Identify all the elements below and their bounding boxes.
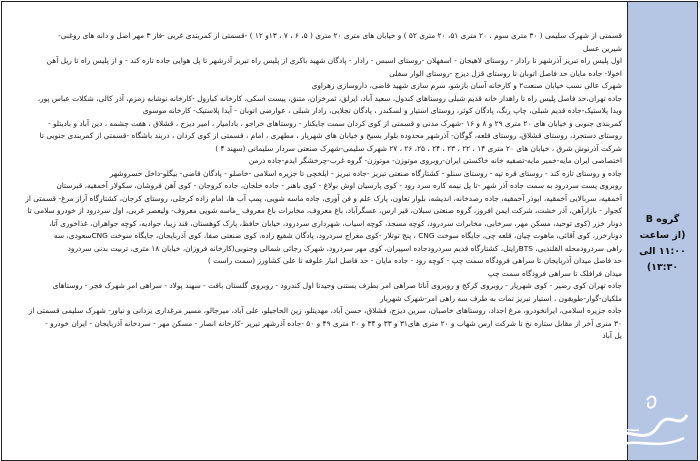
- paragraph-5: اختصاصی ایران مایه-خمیر مایه-تصفیه خانه خاکستی ایران-روبروی موتوزن- موتوزن- گروه غرب-چرخشگر ایدم-جاده درمن: [248, 156, 622, 165]
- paragraph-8: میدان فرافلک تا سراهی فرودگاه سمت چپ: [487, 268, 622, 278]
- paragraph-3: جاده تهران،حد فاصل پلیس راه تا راهدار خانه قدیم شبلی روستاهای کندول، سعید آباد، ایرلق، ثمرخزان، متنق، پیست اسکی، کارخانه کبارول -کارخانه نوشابه زمزم، آذر کالی، شکلات عباس پور، ویدا پلاستیک-جاده قدیم شبلی، چاپ رنگ، پادگان کوثر، روستای استیار و لسکندر ، پادگان تجلایی، رادار شبلی ، عوارضی اتوبان - آیدا پلاستیک- کارخانه موسوی: [37, 93, 622, 115]
- group-label: [628, 212, 697, 276]
- paragraph-0: قسمتی از شهرک سلیمی ( ۳۰ متری سوم ، ۲۰ متری ۵۱، ۲۰ متری ۵۲ ) و خیابان های متری ۲۰ متری ( ۵، ۶ ، ۷ ، ۱۳و ۱۲ ) -قسمتی از کمربندی غربی -فاز ۳ مهر اصل و دانه های روغنی- شیرین عسل: [58, 31, 622, 53]
- paragraph-6: جاده و روستای تازه کند - روستای قره تپه - روستای سنلو - کشتارگاه صنعتی تبریز -جاده تبریز - ایلخچی تا جزیره اسلامی -خاصلو - پادگان قاضی- بیگلو-داخل خسروشهر: [109, 168, 622, 178]
- paragraph-9: جاده تهران کوی رضیر - کوی شهریار - روبروی کرکج و روبروی آناتا صراهی امر بطرف بستنی وحیدتا اول کندرود - روبروی گلستان بافت - سهند پولاد - سراهی امر شهرک فجر - روستاهای ملکیان-گوار-طویقون ، استیار تبریز تمات به طرف سه راهی امر-شهرک شهریار: [52, 281, 622, 303]
- paragraph-1: اول پلیس راه تبریز آذرشهر تا رادار - روستای لاهیجان - اسفهلان -روستای اسبس - رادار - پادگان شهید باکری از پلیس راه تبریز آذرشهر تا پل هوایی جاده تازه کند - و از پلیس راه تا ریل آهن اخولا- جاده مایان حد فاصل اتوبان تا روستای قزل دیزج -روستای الوار سفلی: [46, 56, 622, 78]
- areas-cell: [2, 2, 627, 460]
- paragraph-4: کمربندی جنوبی و خیابان های ۲۰ متری ۲۹ و ۸ و ۱۶ -شهرک مدنی و قسمتی از کوی کردان سمت جایکنار - روستاهای خراجو ، بادامیار ، امیر دیزج ، قشلاق ، هفت چشمه ، دین آباد و بادیتلو - روستای دستجرد، روستای قشلاق، روستای قلعه، گوگان- آذرشهر محدوده بلوار بسیج و خیابان های شهریار ، مطهری ، امام ، قسمتی از کوی کردان ، دربند باشگاه -قسمتی از کمربندی جنوبی تا شرکت آذرنوش شرق ، خیابان های ۲۰ متری ۱۴ ، ۲۲ ، ۲۳ ، ۲۴ ، ۲۵، ۲۶ ، ۲۷ شهرک سلیمی-شهرک صنعتی سردار سلیمانی (سهند ۴ ): [39, 118, 622, 153]
- paragraph-2: شهرک عالی نسب خیابان صنعت۲ و کارخانه آسان بازشو، سرم سازی شهید قاضی، داروسازی زهراوی: [311, 81, 622, 90]
- paragraph-10: جاده جزیره اسلامی، ایرانخودرو، مرغ اجداد، روستاهای خاصبان، سرین دیزج، قشلاق، حسن آباد، مهدیتلو، زین الحاجیلو، علی آباد، میرجالو، مسیر مرغداری یزدانی و نیاور- شهرک سلیمی قسمتی از ۳۰ متری آخر از مقابل ستاره نخ تا شرکت ارس شهاب و ۲۰ متری های۳۱ و ۳۳ و ۳۴ و ۲۰ متری ۴۹ و ۵۰ -جاده آذرشهر تبریز -کارخانه انصار - مسکن مهر - سردخانه آذربایجان - ایران خودرو - یل آباد: [28, 306, 622, 340]
- group-time-line1: (از ساعت ۱۱:۰۰ الی: [639, 230, 686, 257]
- group-cell: [627, 2, 697, 460]
- paragraph-7: روبروی پست سردرود به سمت جاده آذر شهر -تا پل نیمه کاره سرد رود - کوی پارسیان اوش بولاغ - کوی باهنر - جاده خلجان، جاده کروجان - کوی آهن فروشان، سکولار آخمقیه، قبرستان آخمقیه، سربالایی آخمقیه، ابوذر آخمقیه، جاده رصدخانه، اندیشه، بلوار تعاون، پارک علم و فن آوری، جاده ماسه شویی، پمپ آب ها، امام زاده کرجلی، روستای کرجان، کشتارگاه آراز مرغ- قسمتی از کجوار - بازارآهن، آذر خشت، شرکت ایمن افروز، گروه صنعتی سبلان، قیر ارس، عسگرآباد، باغ معروف، مخابرات باغ معروف _ماسه شویی معروف- ولیعصر غربی، اول سردرود از خودرو سلامی تا دونار خزر (کوی توحید، مسکن مهر، سرخابی، مخابرات سردرود، کوچه مسجد، کوچه اسیاب، شهرداری سردرود، خیابان حافظ، پارک کوهستان، قند زیبا، جوادیه، کوچه جواهران، غذاخوری آتا، دونارخزر، کوی آقائی، ماهوت چیان، قلعه چی، جایگاه سوخت CNG ، پنج توتلار -کوی معراج سردرود، پادگان شفیع زاده، کوی صنعتی صفا، کوی آذربایجان، جایگاه سوخت CNGسعودی، سه راهی سردرودمحله القلندیی، BTSرایتل، کشتارگاه قدیم سردرودجاده اسپیران، کوی مهر سردرود، شهرک رجائی شمالی وجنوبی(کارخانه فروزان، خیابان ۱۸ متری، تربیت بدنی سردرود حد فاصل میدان آذربایجان تا سراهی فرودگاه سمت چپ - کوچه رود - جاده مایان - حد فاصل انبار علوفه تا علی کشاورز (سمت راست ): [25, 181, 622, 265]
- group-time-line2: ۱۳:۳۰): [646, 262, 679, 273]
- group-title: گروه B: [645, 214, 680, 225]
- schedule-table: [1, 1, 698, 461]
